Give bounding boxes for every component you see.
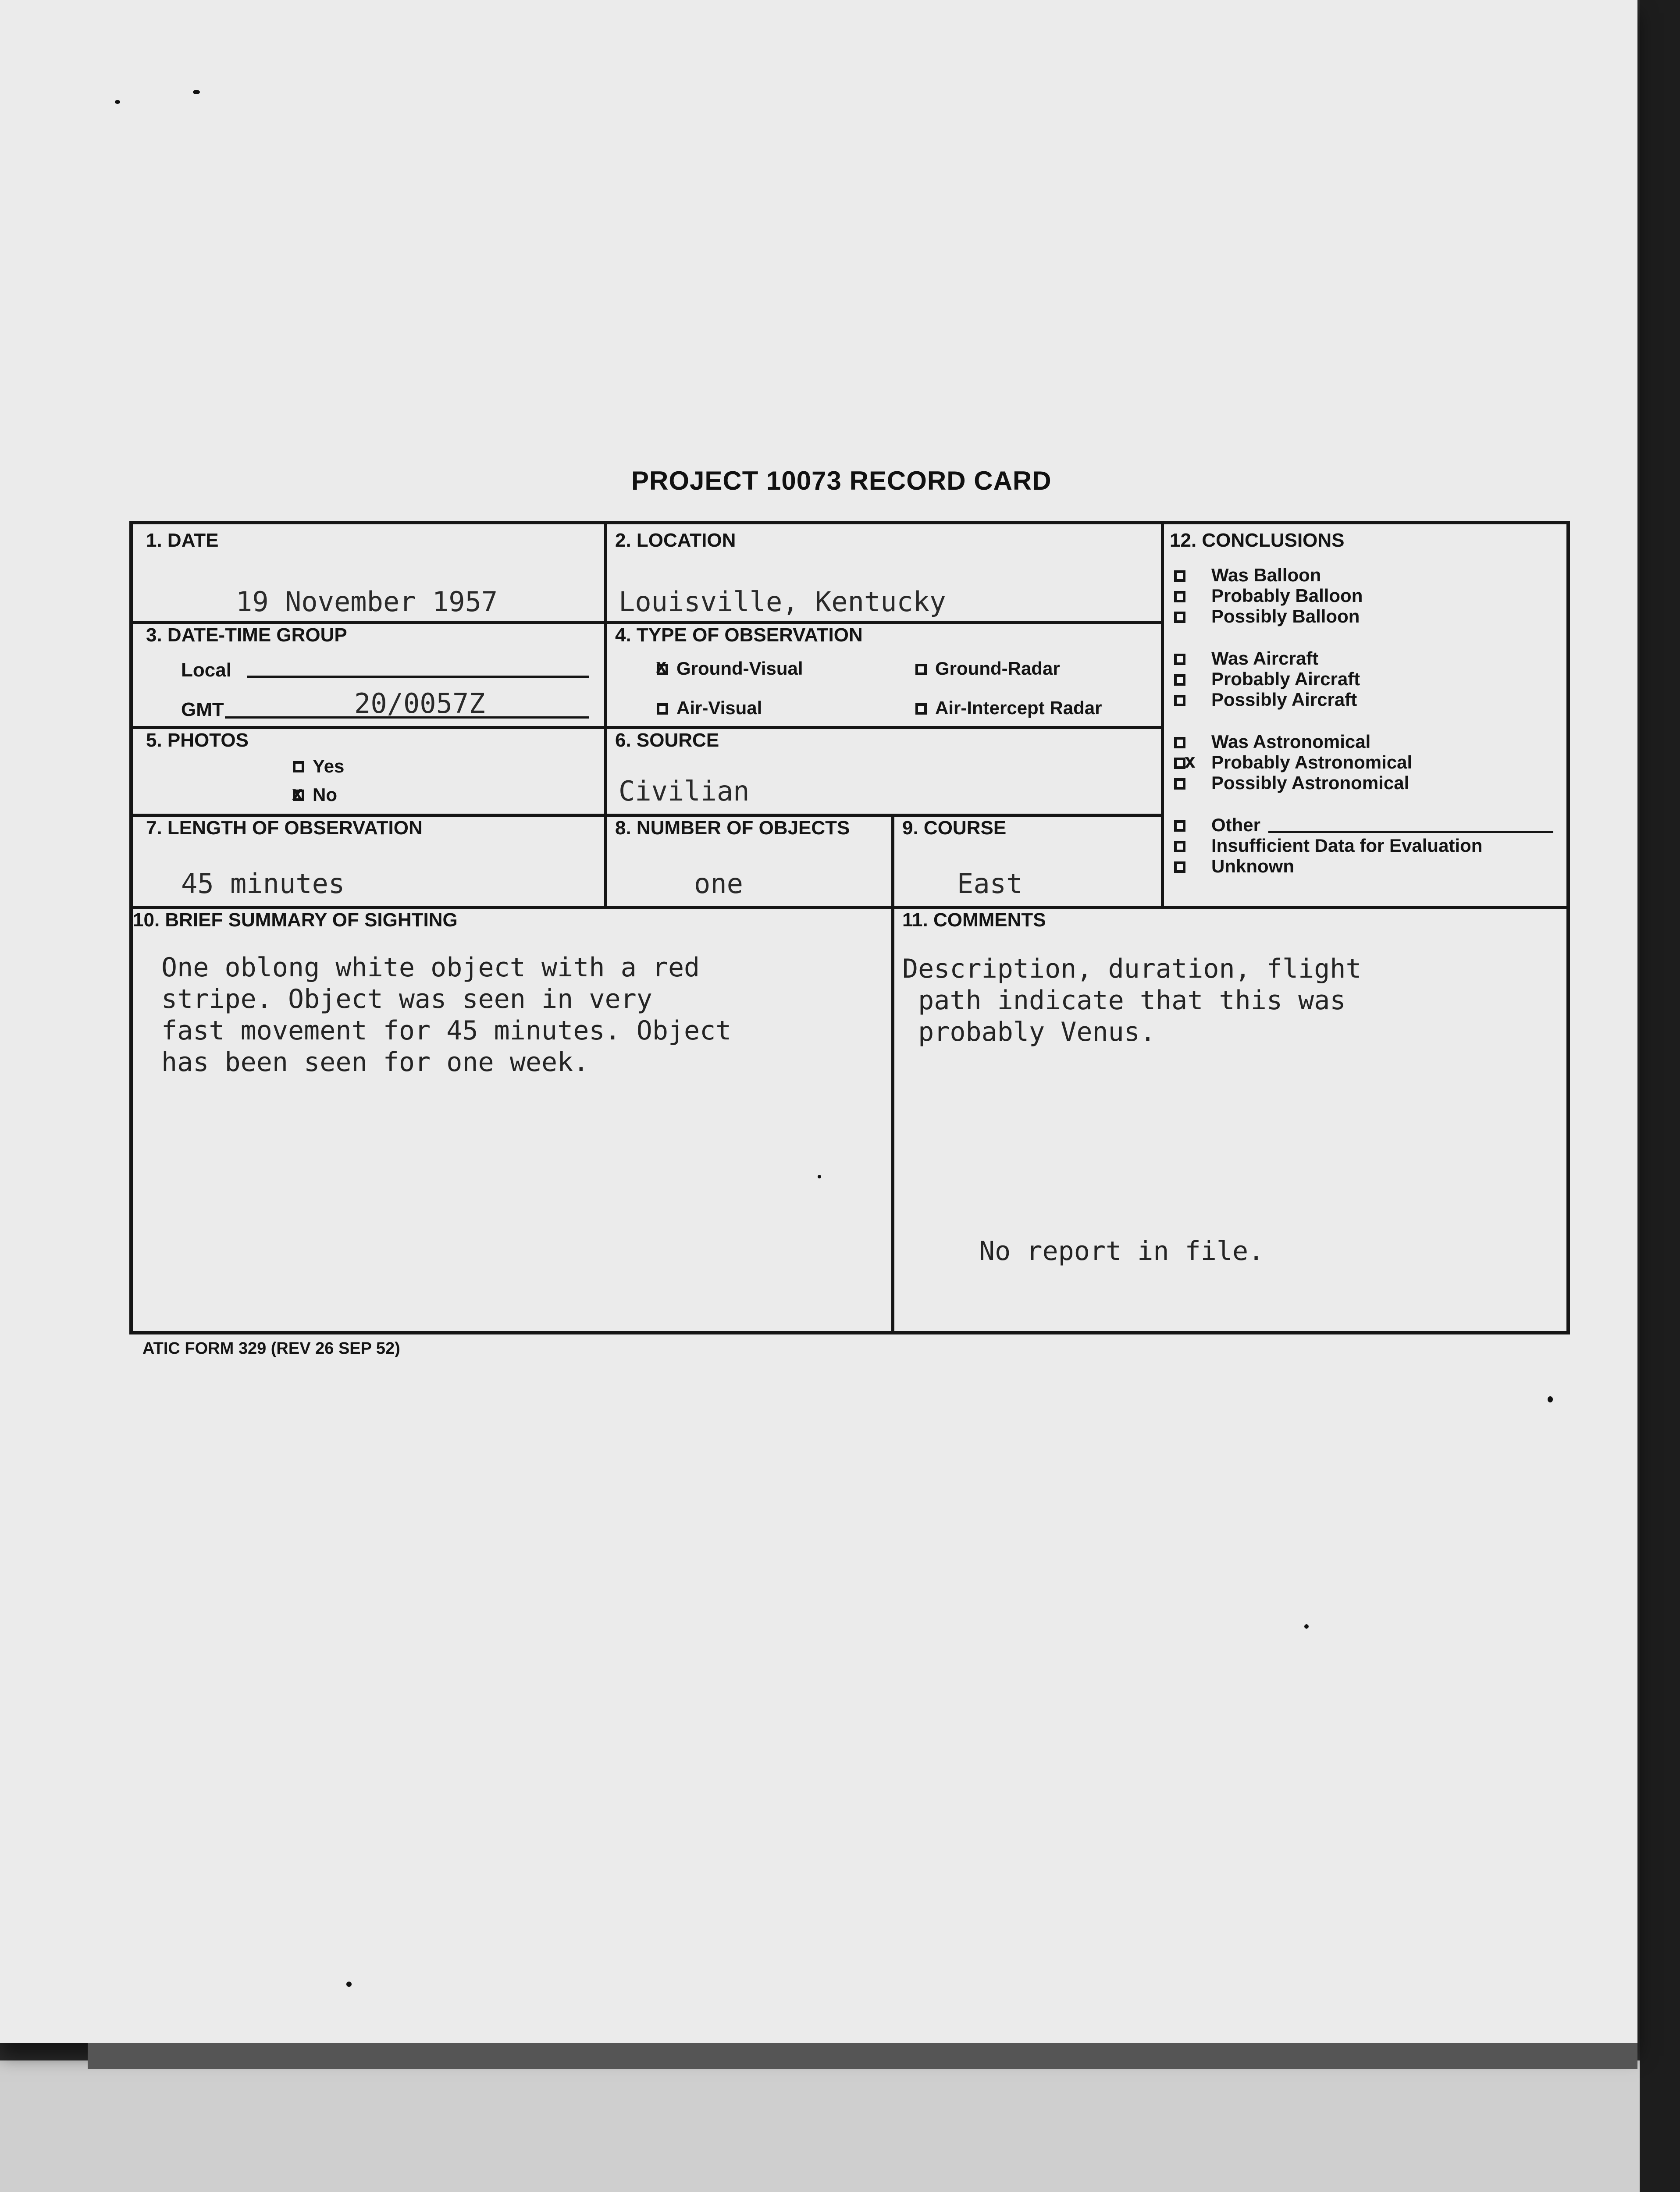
gmt-value: 20/0057Z [354, 687, 485, 719]
source-value: Civilian [619, 775, 750, 807]
probably-astronomical-option: Probably Astronomical [1211, 752, 1413, 772]
other-checkbox[interactable] [1174, 820, 1185, 832]
ground-radar-option: Ground-Radar [935, 658, 1060, 679]
possibly-astronomical-option: Possibly Astronomical [1211, 772, 1409, 793]
air-intercept-radar-option: Air-Intercept Radar [935, 697, 1102, 718]
other-underline [1268, 831, 1553, 833]
page-title: PROJECT 10073 RECORD CARD [631, 466, 1052, 495]
probably-balloon-checkbox[interactable] [1174, 591, 1185, 602]
divider [133, 906, 1566, 909]
photos-label: 5. PHOTOS [146, 729, 249, 751]
gmt-label: GMT [181, 699, 224, 720]
summary-line: has been seen for one week. [161, 1047, 589, 1078]
possibly-balloon-option: Possibly Balloon [1211, 606, 1360, 626]
photos-no-option: No [313, 784, 337, 805]
divider [891, 814, 894, 1331]
date-label: 1. DATE [146, 530, 219, 551]
ground-visual-option: Ground-Visual [676, 658, 803, 679]
speck [1548, 1396, 1553, 1402]
comments-line: probably Venus. [902, 1017, 1156, 1047]
date-value: 19 November 1957 [236, 586, 498, 618]
divider [133, 621, 1161, 624]
probably-aircraft-option: Probably Aircraft [1211, 669, 1360, 689]
speck [346, 1982, 352, 1987]
speck [193, 90, 200, 94]
was-aircraft-checkbox[interactable] [1174, 654, 1185, 665]
course-value: East [957, 868, 1023, 900]
unknown-checkbox[interactable] [1174, 861, 1185, 873]
source-label: 6. SOURCE [615, 729, 719, 751]
was-aircraft-option: Was Aircraft [1211, 648, 1319, 669]
comments-line: Description, duration, flight [902, 954, 1362, 984]
possibly-balloon-checkbox[interactable] [1174, 612, 1185, 623]
probably-balloon-option: Probably Balloon [1211, 585, 1363, 606]
number-of-objects-label: 8. NUMBER OF OBJECTS [615, 817, 850, 839]
check-mark-icon: x [292, 782, 303, 804]
probably-aircraft-checkbox[interactable] [1174, 674, 1185, 686]
speck [115, 100, 120, 104]
check-mark-icon: x [655, 655, 667, 677]
location-value: Louisville, Kentucky [619, 586, 946, 618]
unknown-option: Unknown [1211, 856, 1294, 876]
background-edge [1640, 0, 1680, 2192]
divider [133, 814, 1161, 817]
summary-label: 10. BRIEF SUMMARY OF SIGHTING [133, 909, 458, 931]
number-of-objects-value: one [694, 868, 743, 900]
was-balloon-option: Was Balloon [1211, 565, 1321, 585]
local-label: Local [181, 659, 231, 681]
background-surface [0, 2060, 1680, 2192]
insufficient-data-option: Insufficient Data for Evaluation [1211, 835, 1483, 856]
record-card-form [129, 521, 1570, 1334]
was-astronomical-option: Was Astronomical [1211, 731, 1371, 752]
ground-radar-checkbox[interactable] [915, 664, 927, 675]
divider [1161, 524, 1164, 906]
date-time-group-label: 3. DATE-TIME GROUP [146, 624, 347, 646]
divider [604, 524, 607, 906]
air-visual-checkbox[interactable] [657, 703, 668, 715]
form-footer: ATIC FORM 329 (REV 26 SEP 52) [142, 1339, 400, 1358]
speck [1304, 1624, 1309, 1629]
summary-line: fast movement for 45 minutes. Object [161, 1015, 732, 1046]
check-mark-icon: x [1184, 750, 1196, 772]
comments-label: 11. COMMENTS [902, 909, 1046, 931]
was-astronomical-checkbox[interactable] [1174, 737, 1185, 748]
length-label: 7. LENGTH OF OBSERVATION [146, 817, 423, 839]
photos-yes-checkbox[interactable] [293, 761, 304, 772]
possibly-aircraft-option: Possibly Aircraft [1211, 689, 1357, 710]
location-label: 2. LOCATION [615, 530, 736, 551]
paper-shadow [88, 2043, 1637, 2069]
speck [818, 1175, 821, 1178]
comments-line: path indicate that this was [902, 985, 1346, 1016]
local-underline [247, 676, 589, 678]
photos-yes-option: Yes [313, 756, 345, 776]
possibly-aircraft-checkbox[interactable] [1174, 695, 1185, 706]
air-intercept-radar-checkbox[interactable] [915, 703, 927, 715]
air-visual-option: Air-Visual [676, 697, 762, 718]
length-value: 45 minutes [181, 868, 345, 900]
conclusions-label: 12. CONCLUSIONS [1170, 530, 1345, 551]
summary-line: One oblong white object with a red [161, 952, 700, 983]
no-report-note: No report in file. [979, 1236, 1264, 1267]
insufficient-data-checkbox[interactable] [1174, 841, 1185, 852]
divider [133, 726, 1161, 729]
summary-line: stripe. Object was seen in very [161, 984, 652, 1014]
type-of-observation-label: 4. TYPE OF OBSERVATION [615, 624, 863, 646]
possibly-astronomical-checkbox[interactable] [1174, 778, 1185, 790]
other-option: Other [1211, 815, 1261, 835]
course-label: 9. COURSE [902, 817, 1007, 839]
was-balloon-checkbox[interactable] [1174, 570, 1185, 582]
